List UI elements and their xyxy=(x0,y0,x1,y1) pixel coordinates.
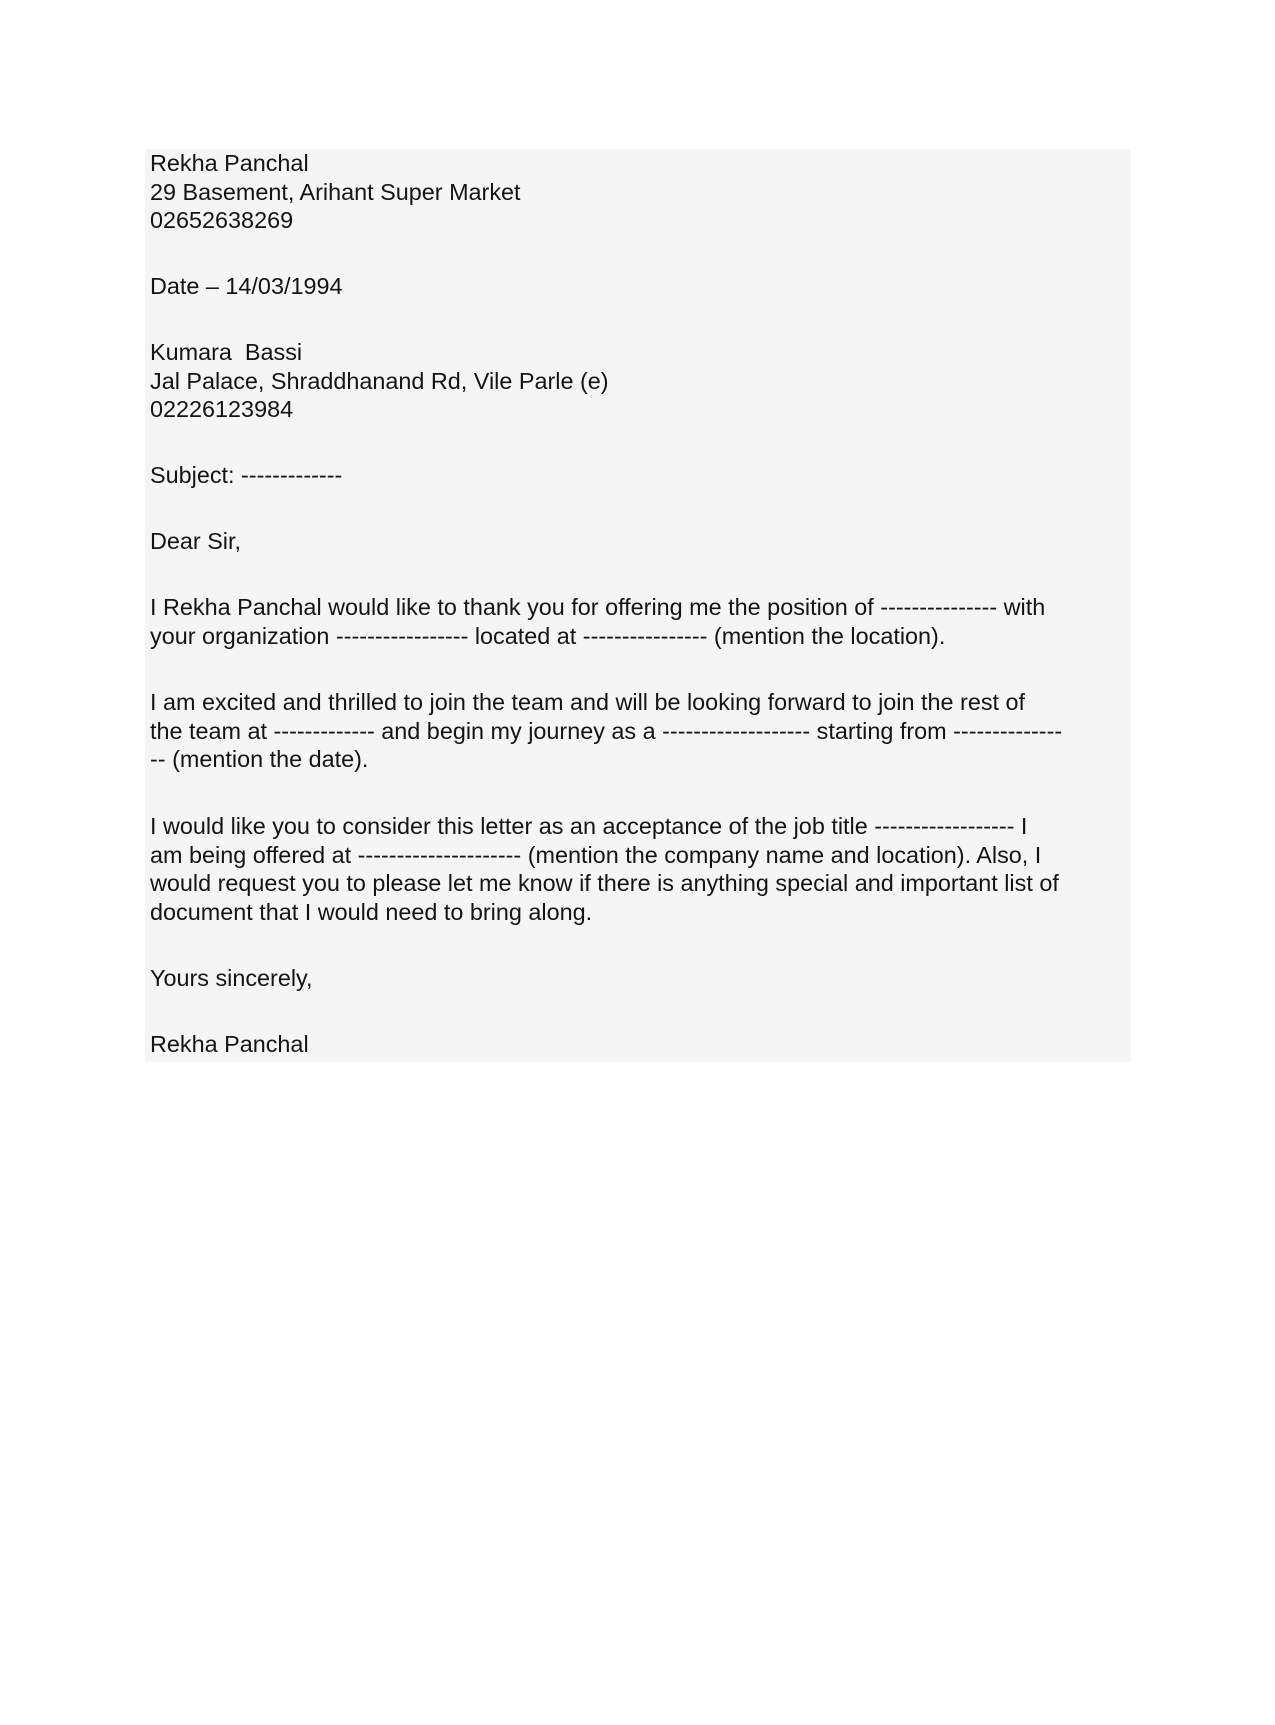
sender-phone: 02652638269 xyxy=(150,207,294,234)
letter-body xyxy=(145,149,1131,1062)
paragraph-line: -- (mention the date). xyxy=(150,746,369,773)
recipient-block xyxy=(150,338,609,424)
sender-name: Rekha Panchal xyxy=(150,150,309,176)
sender-block xyxy=(150,149,521,235)
subject: Subject: ------------- xyxy=(150,462,343,488)
paragraph-line: I am excited and thrilled to join the team and will be looking forward to join the rest of xyxy=(150,689,1026,715)
paragraph-thanks xyxy=(150,593,1129,650)
paragraph-line: the team at ------------- and begin my journey as a ------------------- starting from -------------- xyxy=(150,717,1063,744)
date-line xyxy=(150,272,342,301)
recipient-phone: 02226123984 xyxy=(150,396,294,423)
closing: Yours sincerely, xyxy=(150,965,313,991)
sender-address: 29 Basement, Arihant Super Market xyxy=(150,178,521,205)
recipient-name: Kumara Bassi xyxy=(150,339,303,365)
paragraph-line: would request you to please let me know if there is anything special and important list of xyxy=(150,870,1059,897)
paragraph-line: am being offered at --------------------- (mention the company name and location). Also, I xyxy=(150,841,1042,868)
signature-line xyxy=(150,1030,309,1059)
paragraph-acceptance xyxy=(150,812,1129,926)
salutation-line xyxy=(150,527,241,556)
paragraph-excited xyxy=(150,688,1129,774)
signature: Rekha Panchal xyxy=(150,1031,309,1057)
salutation: Dear Sir, xyxy=(150,528,241,554)
paragraph-line: I Rekha Panchal would like to thank you for offering me the position of --------------- with xyxy=(150,594,1046,620)
subject-line xyxy=(150,461,342,490)
paragraph-line: I would like you to consider this letter as an acceptance of the job title ------------------ I xyxy=(150,813,1028,839)
recipient-address: Jal Palace, Shraddhanand Rd, Vile Parle (e) xyxy=(150,367,609,394)
paragraph-line: your organization ----------------- located at ---------------- (mention the location). xyxy=(150,622,946,649)
letter-date: Date – 14/03/1994 xyxy=(150,273,343,299)
closing-line xyxy=(150,964,313,993)
paragraph-line: document that I would need to bring along. xyxy=(150,898,593,925)
